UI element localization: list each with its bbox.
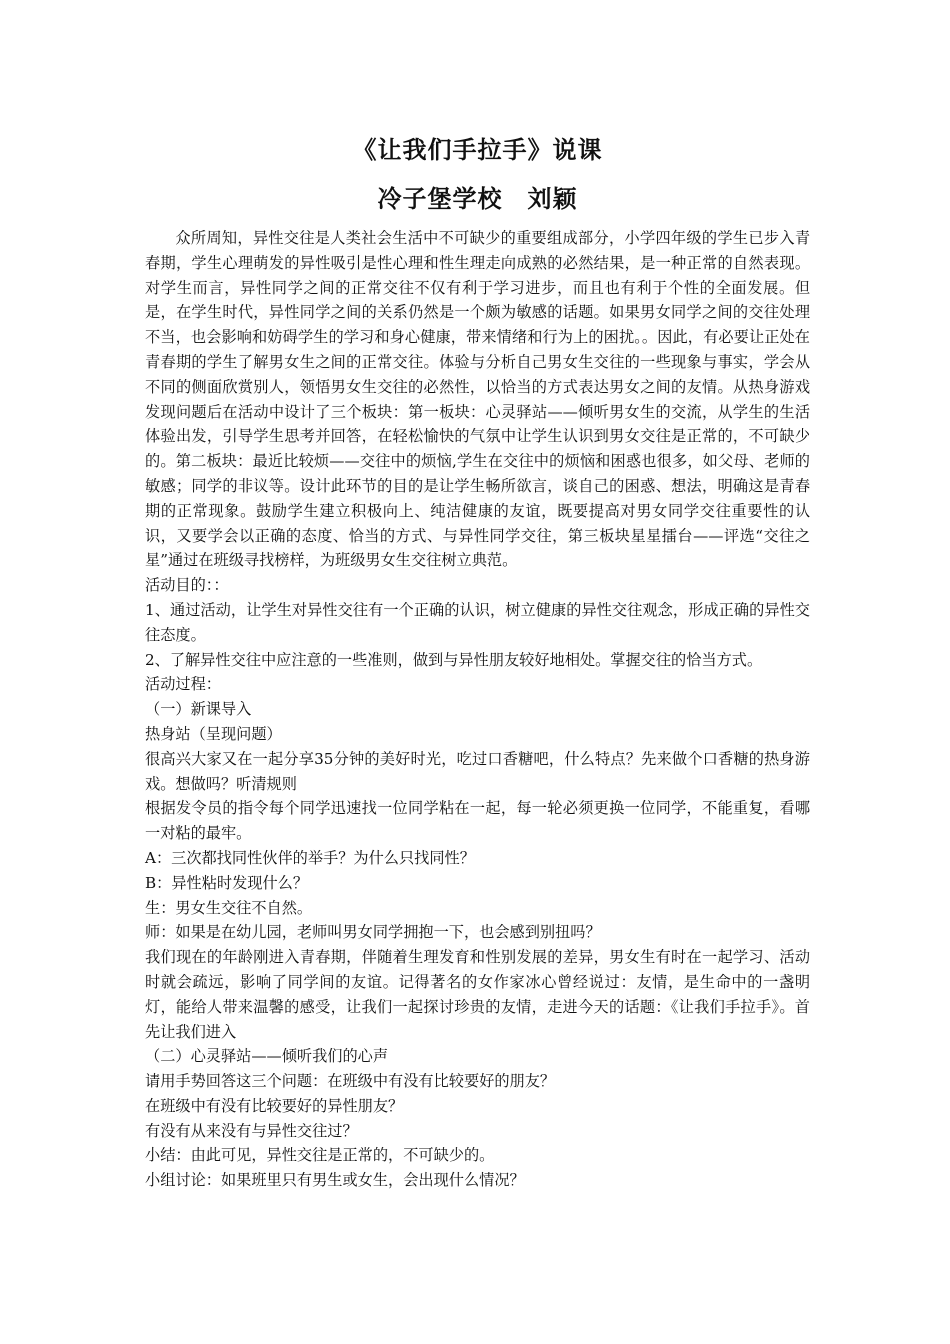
goal-item-1: 1、通过活动，让学生对异性交往有一个正确的认识，树立健康的异性交往观念，形成正确的异性交往态度。 — [145, 600, 810, 644]
summary-paragraph: 小结：由此可见，异性交往是正常的，不可缺少的。 — [145, 1146, 495, 1165]
body-paragraph: 请用手势回答这三个问题：在班级中有没有比较要好的朋友？ — [145, 1072, 556, 1091]
document-title: 《让我们手拉手》说课 — [352, 135, 603, 164]
body-paragraph: 有没有从来没有与异性交往过？ — [145, 1121, 358, 1140]
section-heading-process: 活动过程： — [145, 675, 221, 694]
body-paragraph: 我们现在的年龄刚进入青春期，伴随着生理发育和性别发展的差异，男女生有时在一起学习、活动时就会疏远，影响了同学间的友谊。记得著名的女作家冰心曾经说过：友情，是生命中的一盏明灯，能给人带来温馨的感受，让我们一起探讨珍贵的友情，走进今天的话题：《让我们手拉手》。首先让我们进入 — [145, 948, 810, 1041]
step-heading-2: （二）心灵驿站——倾听我们的心声 — [145, 1047, 388, 1066]
question-b: B：异性粘时发现什么？ — [145, 873, 309, 892]
warmup-heading: 热身站（呈现问题） — [145, 724, 282, 743]
group-discussion: 小组讨论：如果班里只有男生或女生，会出现什么情况？ — [145, 1171, 525, 1190]
document-subtitle: 冷子堡学校 刘颖 — [377, 184, 578, 213]
teacher-question: 师：如果是在幼儿园，老师叫男女同学拥抱一下，也会感到别扭吗？ — [145, 923, 601, 942]
step-heading-1: （一）新课导入 — [145, 700, 252, 719]
body-paragraph: 很高兴大家又在一起分享35分钟的美好时光，吃过口香糖吧，什么特点？先来做个口香糖的热身游戏。想做吗？听清规则 — [145, 749, 810, 793]
intro-paragraph: 众所周知，异性交往是人类社会生活中不可缺少的重要组成部分，小学四年级的学生已步入青春期，学生心理萌发的异性吸引是性心理和性生理走向成熟的必然结果，是一种正常的自然表现。对学生而言，异性同学之间的正常交往不仅有利于学习进步，而且也有利于个性的全面发展。但是，在学生时代，异性同学之间的关系仍然是一个颇为敏感的话题。如果男女同学之间的交往处理不当，也会影响和妨碍学生的学习和身心健康，带来情绪和行为上的困扰。。因此，有必要让正处在青春期的学生了解男女生之间的正常交往。体验与分析自己男女生交往的一些现象与事实，学会从不同的侧面欣赏别人，领悟男女生交往的必然性，以恰当的方式表达男女之间的友情。从热身游戏发现问题后在活动中设计了三个板块：第一板块：心灵驿站——倾听男女生的交流，从学生的生活体验出发，引导学生思考并回答，在轻松愉快的气氛中让学生认识到男女交往是正常的，不可缺少的。第二板块：最近比较烦——交往中的烦恼,学生在交往中的烦恼和困惑也很多，如父母、老师的敏感；同学的非议等。设计此环节的目的是让学生畅所欲言，谈自己的困惑、想法，明确这是青春期的正常现象。鼓励学生建立积极向上、纯洁健康的友谊，既要提高对男女同学交往重要性的认识，又要学会以正确的态度、恰当的方式、与异性同学交往，第三板块星星擂台——评选“交往之星”通过在班级寻找榜样，为班级男女生交往树立典范。 — [145, 229, 810, 570]
question-a: A：三次都找同性伙伴的举手？为什么只找同性？ — [145, 848, 475, 867]
body-paragraph: 在班级中有没有比较要好的异性朋友？ — [145, 1096, 404, 1115]
goal-item-2: 2、了解异性交往中应注意的一些准则，做到与异性朋友较好地相处。掌握交往的恰当方式。 — [145, 650, 763, 669]
section-heading-goals: 活动目的：： — [145, 576, 229, 595]
student-reply: 生：男女生交往不自然。 — [145, 898, 313, 917]
body-paragraph: 根据发令员的指令每个同学迅速找一位同学粘在一起，每一轮必须更换一位同学，不能重复，看哪一对粘的最牢。 — [145, 799, 810, 843]
document-page — [145, 130, 810, 1193]
